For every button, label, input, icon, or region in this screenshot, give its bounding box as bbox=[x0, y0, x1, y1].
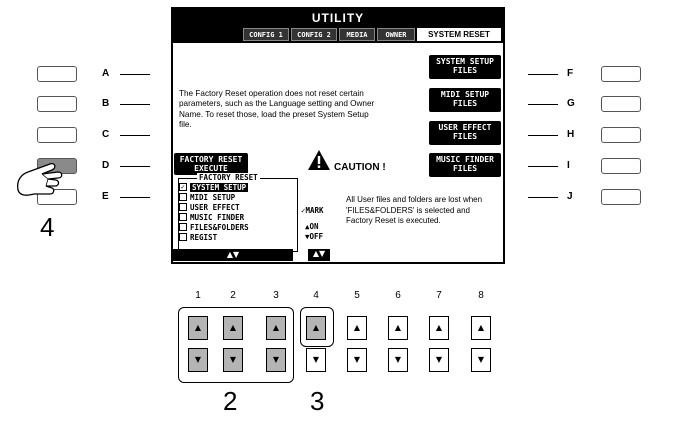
checkbox-empty-icon bbox=[179, 223, 187, 231]
button-line: FILES bbox=[452, 132, 478, 141]
lcd-header bbox=[173, 9, 503, 43]
side-label-c: C bbox=[102, 129, 110, 140]
tab-config-2[interactable]: CONFIG 2 bbox=[291, 28, 337, 41]
button-number-5: 5 bbox=[354, 290, 360, 301]
factory-reset-execute-button[interactable] bbox=[174, 153, 248, 175]
side-label-j: J bbox=[567, 191, 573, 202]
side-label-e: E bbox=[102, 191, 109, 202]
side-button-j[interactable] bbox=[601, 189, 641, 205]
button-number-4: 4 bbox=[313, 290, 319, 301]
button-line: USER EFFECT bbox=[438, 123, 492, 132]
button-1-down[interactable]: ▼ bbox=[188, 348, 208, 372]
tab-system-reset[interactable]: SYSTEM RESET bbox=[417, 28, 501, 41]
checkbox-label: FILES&FOLDERS bbox=[190, 223, 249, 232]
button-line: EXECUTE bbox=[194, 164, 228, 173]
button-line: MIDI SETUP bbox=[440, 90, 490, 99]
side-label-b: B bbox=[102, 98, 110, 109]
checkbox-user-effect[interactable] bbox=[179, 203, 240, 212]
system-setup-files-button[interactable] bbox=[429, 55, 501, 79]
step-number-hand: 4 bbox=[40, 212, 55, 242]
checkbox-label: MUSIC FINDER bbox=[190, 213, 245, 222]
connector-line bbox=[120, 74, 150, 75]
button-3-up[interactable]: ▲ bbox=[266, 316, 286, 340]
connector-line bbox=[528, 135, 558, 136]
button-2-down[interactable]: ▼ bbox=[223, 348, 243, 372]
side-button-i[interactable] bbox=[601, 158, 641, 174]
button-number-1: 1 bbox=[195, 290, 201, 301]
side-label-d: D bbox=[102, 160, 110, 171]
button-4-up[interactable]: ▲ bbox=[306, 316, 326, 340]
checkbox-midi-setup[interactable] bbox=[179, 193, 235, 202]
button-7-up[interactable]: ▲ bbox=[429, 316, 449, 340]
checkbox-empty-icon bbox=[179, 193, 187, 201]
user-effect-files-button[interactable] bbox=[429, 121, 501, 145]
checkbox-label: SYSTEM SETUP bbox=[192, 183, 247, 192]
button-line: FILES bbox=[452, 66, 478, 75]
button-1-up[interactable]: ▲ bbox=[188, 316, 208, 340]
button-line: FILES bbox=[452, 164, 478, 173]
caution-label: CAUTION ! bbox=[334, 162, 386, 173]
checkbox-files-folders[interactable] bbox=[179, 223, 249, 232]
side-button-b[interactable] bbox=[37, 96, 77, 112]
checkbox-empty-icon bbox=[179, 233, 187, 241]
side-button-c[interactable] bbox=[37, 127, 77, 143]
checkbox-label: REGIST bbox=[190, 233, 218, 242]
side-button-a[interactable] bbox=[37, 66, 77, 82]
button-number-2: 2 bbox=[230, 290, 236, 301]
button-number-3: 3 bbox=[273, 290, 279, 301]
reset-description: The Factory Reset operation does not reset certain parameters, such as the Language setting and Owner Name. To reset those, load the preset System Setup file. bbox=[179, 89, 375, 130]
tab-owner[interactable]: OWNER bbox=[377, 28, 415, 41]
checkbox-empty-icon bbox=[179, 203, 187, 211]
files-folders-warning: All User files and folders are lost when 'FILES&FOLDERS' is selected and Factory Reset is executed. bbox=[346, 195, 483, 225]
side-button-g[interactable] bbox=[601, 96, 641, 112]
button-7-down[interactable]: ▼ bbox=[429, 348, 449, 372]
side-label-i: I bbox=[567, 160, 570, 171]
button-number-6: 6 bbox=[395, 290, 401, 301]
side-button-f[interactable] bbox=[601, 66, 641, 82]
connector-line bbox=[528, 166, 558, 167]
midi-setup-files-button[interactable] bbox=[429, 88, 501, 112]
checkbox-regist[interactable] bbox=[179, 233, 217, 242]
button-line: FILES bbox=[452, 99, 478, 108]
factory-reset-group-title: FACTORY RESET bbox=[199, 173, 258, 182]
checkbox-label: USER EFFECT bbox=[190, 203, 240, 212]
side-label-h: H bbox=[567, 129, 575, 140]
pressing-hand-icon bbox=[14, 150, 72, 200]
button-line: MUSIC FINDER bbox=[436, 155, 494, 164]
button-6-down[interactable]: ▼ bbox=[388, 348, 408, 372]
music-finder-files-button[interactable] bbox=[429, 153, 501, 177]
on-label: ▲ON bbox=[305, 222, 319, 231]
step-number-group: 2 bbox=[223, 386, 238, 416]
button-5-up[interactable]: ▲ bbox=[347, 316, 367, 340]
button-number-7: 7 bbox=[436, 290, 442, 301]
tab-media[interactable]: MEDIA bbox=[339, 28, 375, 41]
lcd-screen bbox=[171, 7, 505, 264]
off-label: ▼OFF bbox=[305, 232, 324, 241]
connector-line bbox=[528, 197, 558, 198]
checkbox-check-icon: ✓ bbox=[180, 183, 186, 191]
scroll-arrows-bar[interactable]: ▲▼ bbox=[173, 249, 293, 261]
connector-line bbox=[120, 135, 150, 136]
checkbox-music-finder[interactable] bbox=[179, 213, 244, 222]
button-line: SYSTEM SETUP bbox=[436, 57, 494, 66]
connector-line bbox=[528, 74, 558, 75]
connector-line bbox=[120, 166, 150, 167]
button-5-down[interactable]: ▼ bbox=[347, 348, 367, 372]
button-2-up[interactable]: ▲ bbox=[223, 316, 243, 340]
checkbox-empty-icon bbox=[179, 213, 187, 221]
on-off-arrows-box[interactable]: ▲▼ bbox=[308, 249, 330, 261]
step-number-button-4: 3 bbox=[310, 386, 325, 416]
connector-line bbox=[120, 197, 150, 198]
screen-title: UTILITY bbox=[311, 11, 365, 25]
side-label-f: F bbox=[567, 68, 574, 79]
button-8-down[interactable]: ▼ bbox=[471, 348, 491, 372]
button-4-down[interactable]: ▼ bbox=[306, 348, 326, 372]
button-line: FACTORY RESET bbox=[179, 155, 243, 164]
checkbox-label: MIDI SETUP bbox=[190, 193, 236, 202]
checkbox-system-setup[interactable] bbox=[179, 183, 248, 192]
button-3-down[interactable]: ▼ bbox=[266, 348, 286, 372]
side-label-g: G bbox=[567, 98, 575, 109]
button-8-up[interactable]: ▲ bbox=[471, 316, 491, 340]
side-label-a: A bbox=[102, 68, 110, 79]
warning-icon bbox=[307, 149, 331, 171]
connector-line bbox=[528, 104, 558, 105]
button-6-up[interactable]: ▲ bbox=[388, 316, 408, 340]
tab-config-1[interactable]: CONFIG 1 bbox=[243, 28, 289, 41]
side-button-h[interactable] bbox=[601, 127, 641, 143]
connector-line bbox=[120, 104, 150, 105]
button-number-8: 8 bbox=[478, 290, 484, 301]
mark-label: ✓MARK bbox=[301, 206, 324, 215]
